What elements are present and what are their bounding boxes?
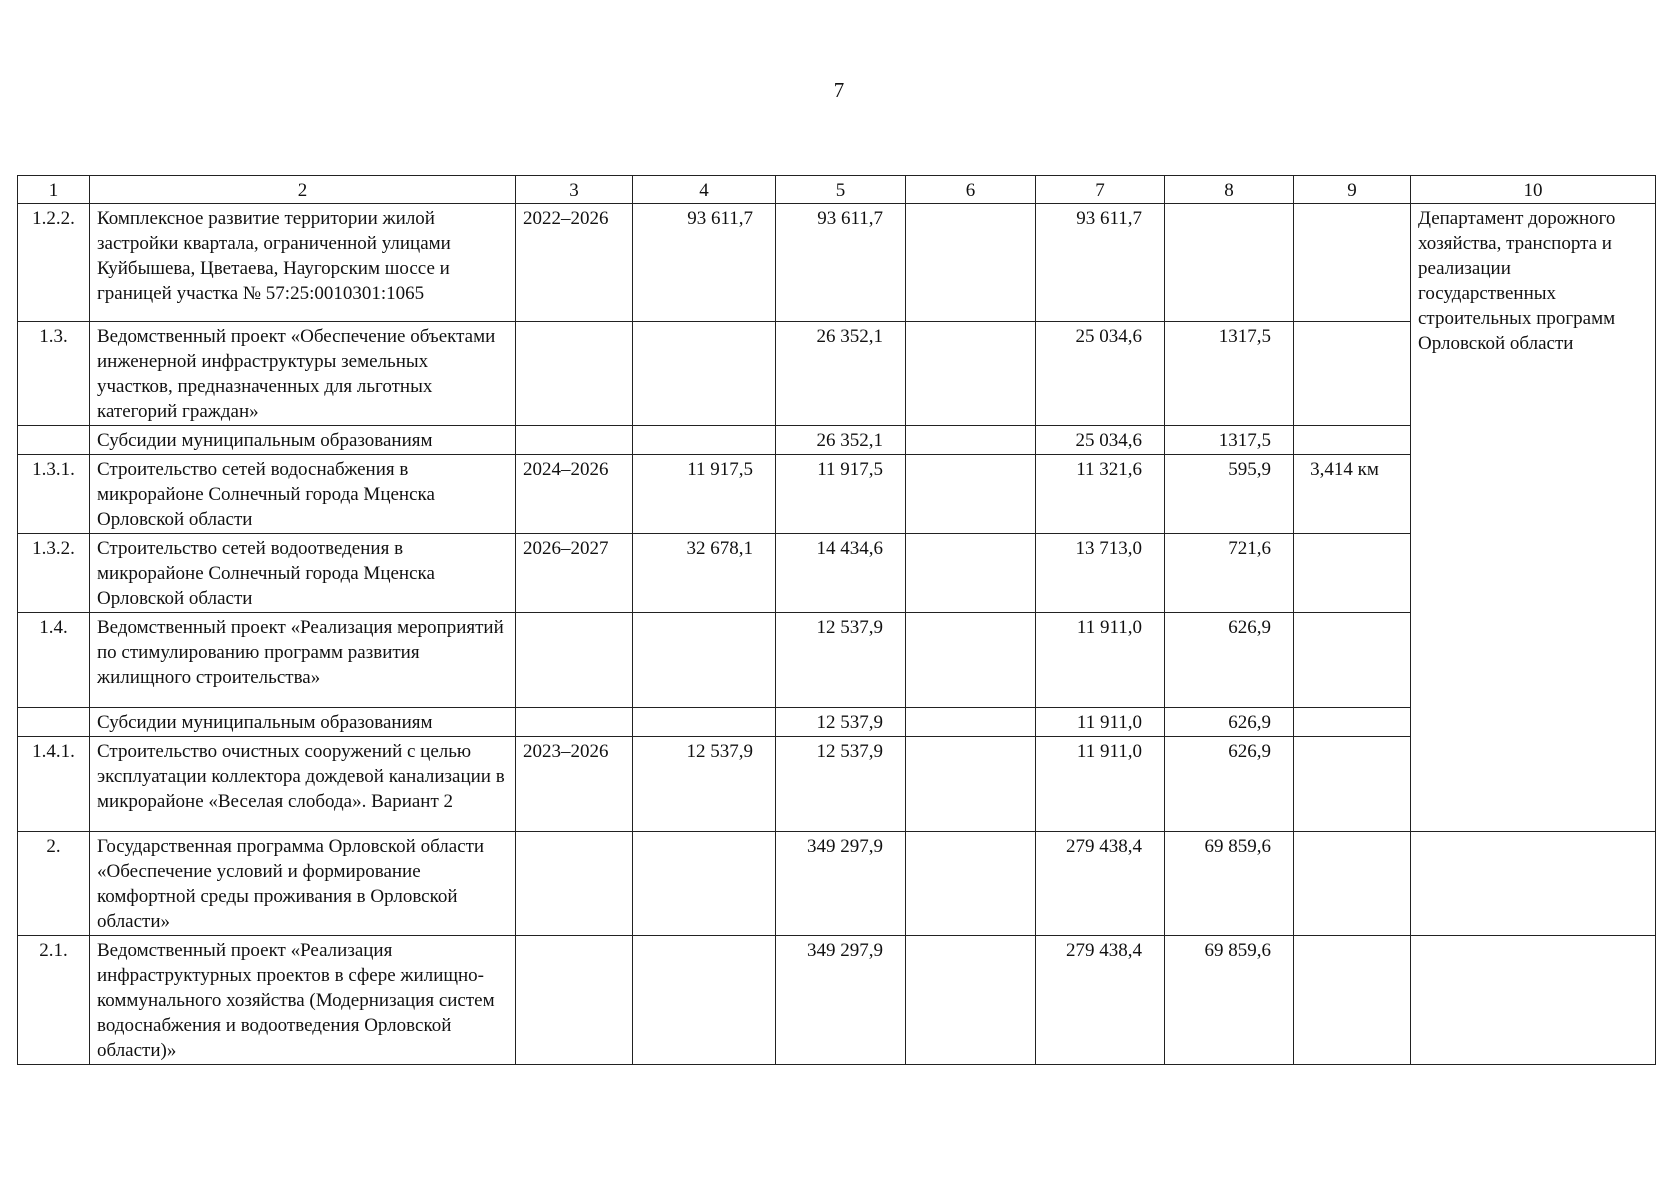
row-name: Государственная программа Орловской области «Обеспечение условий и формирование комфортной среды проживания в Орловской области» (90, 832, 516, 936)
row-value-6 (906, 455, 1036, 534)
row-code: 2. (18, 832, 90, 936)
row-value-9 (1294, 708, 1411, 737)
row-value-8 (1165, 204, 1294, 322)
row-value-8: 69 859,6 (1165, 936, 1294, 1065)
row-name: Комплексное развитие территории жилой застройки квартала, ограниченной улицами Куйбышева, Цветаева, Наугорским шоссе и границей участка № 57:25:0010301:1065 (90, 204, 516, 322)
row-value-8: 626,9 (1165, 708, 1294, 737)
row-value-8: 595,9 (1165, 455, 1294, 534)
budget-table (17, 175, 1656, 1065)
table-row (18, 426, 1656, 455)
row-code: 1.3. (18, 322, 90, 426)
row-period: 2026–2027 (516, 534, 633, 613)
table-row (18, 613, 1656, 708)
row-value-6 (906, 613, 1036, 708)
row-value-6 (906, 322, 1036, 426)
row-value-4 (633, 322, 776, 426)
header-cell: 6 (906, 176, 1036, 204)
table-row (18, 832, 1656, 936)
row-value-6 (906, 737, 1036, 832)
header-cell: 10 (1411, 176, 1656, 204)
row-value-9 (1294, 832, 1411, 936)
table-row (18, 322, 1656, 426)
table-row (18, 455, 1656, 534)
row-period: 2024–2026 (516, 455, 633, 534)
row-name: Ведомственный проект «Реализация мероприятий по стимулированию программ развития жилищного строительства» (90, 613, 516, 708)
header-cell: 3 (516, 176, 633, 204)
row-code (18, 426, 90, 455)
row-name: Строительство сетей водоотведения в микрорайоне Солнечный города Мценска Орловской области (90, 534, 516, 613)
page-number: 7 (833, 78, 845, 102)
row-value-8: 1317,5 (1165, 322, 1294, 426)
row-value-4 (633, 936, 776, 1065)
header-cell: 9 (1294, 176, 1411, 204)
table-row (18, 534, 1656, 613)
row-value-5: 12 537,9 (776, 737, 906, 832)
row-value-4: 32 678,1 (633, 534, 776, 613)
row-value-7: 279 438,4 (1036, 936, 1165, 1065)
row-period (516, 832, 633, 936)
row-value-7: 13 713,0 (1036, 534, 1165, 613)
row-period (516, 708, 633, 737)
row-code: 2.1. (18, 936, 90, 1065)
row-period (516, 322, 633, 426)
responsible-department: Департамент дорожного хозяйства, транспорта и реализации государственных строительных программ Орловской области (1411, 204, 1656, 832)
row-value-7: 279 438,4 (1036, 832, 1165, 936)
row-value-4 (633, 613, 776, 708)
header-cell: 2 (90, 176, 516, 204)
row-code: 1.2.2. (18, 204, 90, 322)
row-value-5: 93 611,7 (776, 204, 906, 322)
header-cell: 4 (633, 176, 776, 204)
row-value-5: 11 917,5 (776, 455, 906, 534)
row-value-9 (1294, 737, 1411, 832)
row-code: 1.3.1. (18, 455, 90, 534)
table-row (18, 936, 1656, 1065)
row-code: 1.3.2. (18, 534, 90, 613)
row-value-10 (1411, 832, 1656, 936)
row-value-9: 3,414 км (1294, 455, 1411, 534)
row-value-9 (1294, 534, 1411, 613)
row-value-7: 11 911,0 (1036, 613, 1165, 708)
row-value-6 (906, 708, 1036, 737)
row-value-4: 11 917,5 (633, 455, 776, 534)
row-value-8: 1317,5 (1165, 426, 1294, 455)
row-value-6 (906, 426, 1036, 455)
row-value-8: 626,9 (1165, 613, 1294, 708)
row-period: 2023–2026 (516, 737, 633, 832)
row-value-6 (906, 204, 1036, 322)
table-header-row (18, 176, 1656, 204)
row-name: Ведомственный проект «Реализация инфраструктурных проектов в сфере жилищно-коммунального хозяйства (Модернизация систем водоснабжения и водоотведения Орловской области)» (90, 936, 516, 1065)
row-value-5: 14 434,6 (776, 534, 906, 613)
header-cell: 5 (776, 176, 906, 204)
row-value-9 (1294, 936, 1411, 1065)
row-value-4: 12 537,9 (633, 737, 776, 832)
row-value-8: 69 859,6 (1165, 832, 1294, 936)
row-value-5: 349 297,9 (776, 936, 906, 1065)
row-name: Субсидии муниципальным образованиям (90, 426, 516, 455)
row-value-7: 11 911,0 (1036, 737, 1165, 832)
table-row (18, 737, 1656, 832)
row-value-5: 26 352,1 (776, 426, 906, 455)
row-value-6 (906, 534, 1036, 613)
row-period (516, 936, 633, 1065)
row-value-4 (633, 708, 776, 737)
row-value-10 (1411, 936, 1656, 1065)
table-row (18, 708, 1656, 737)
row-period (516, 426, 633, 455)
row-name: Ведомственный проект «Обеспечение объектами инженерной инфраструктуры земельных участков, предназначенных для льготных категорий граждан» (90, 322, 516, 426)
row-name: Строительство очистных сооружений с целью эксплуатации коллектора дождевой канализации в микрорайоне «Веселая слобода». Вариант 2 (90, 737, 516, 832)
row-value-5: 26 352,1 (776, 322, 906, 426)
row-value-5: 12 537,9 (776, 708, 906, 737)
row-value-5: 349 297,9 (776, 832, 906, 936)
row-value-7: 11 911,0 (1036, 708, 1165, 737)
row-period: 2022–2026 (516, 204, 633, 322)
row-value-9 (1294, 426, 1411, 455)
row-value-9 (1294, 204, 1411, 322)
row-value-5: 12 537,9 (776, 613, 906, 708)
row-value-8: 721,6 (1165, 534, 1294, 613)
header-cell: 8 (1165, 176, 1294, 204)
header-cell: 7 (1036, 176, 1165, 204)
row-value-9 (1294, 613, 1411, 708)
row-name: Субсидии муниципальным образованиям (90, 708, 516, 737)
row-value-7: 11 321,6 (1036, 455, 1165, 534)
row-value-9 (1294, 322, 1411, 426)
row-code: 1.4. (18, 613, 90, 708)
row-value-7: 93 611,7 (1036, 204, 1165, 322)
row-name: Строительство сетей водоснабжения в микрорайоне Солнечный города Мценска Орловской области (90, 455, 516, 534)
row-value-8: 626,9 (1165, 737, 1294, 832)
row-value-6 (906, 832, 1036, 936)
row-value-7: 25 034,6 (1036, 322, 1165, 426)
row-code: 1.4.1. (18, 737, 90, 832)
row-value-4 (633, 832, 776, 936)
row-value-4: 93 611,7 (633, 204, 776, 322)
row-value-7: 25 034,6 (1036, 426, 1165, 455)
table-row (18, 204, 1656, 322)
header-cell: 1 (18, 176, 90, 204)
row-period (516, 613, 633, 708)
row-code (18, 708, 90, 737)
row-value-4 (633, 426, 776, 455)
row-value-6 (906, 936, 1036, 1065)
